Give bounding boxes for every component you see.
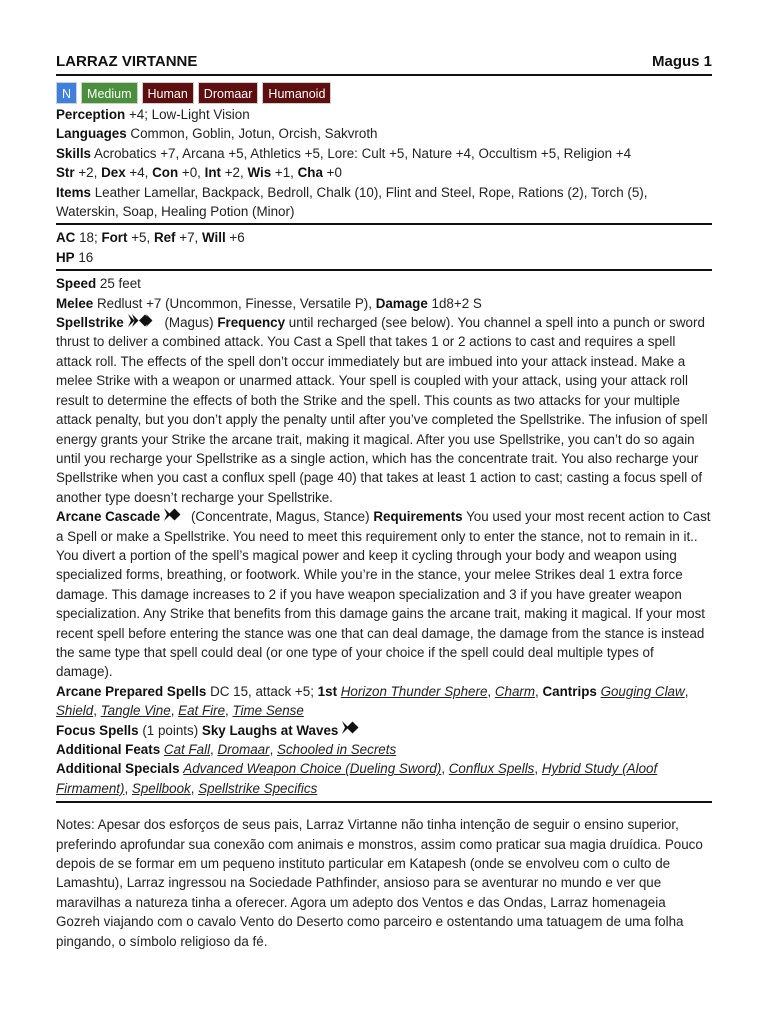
one-action-icon: [164, 507, 181, 526]
languages-label: Languages: [56, 126, 127, 142]
special-link[interactable]: Conflux Spells: [448, 761, 535, 777]
dex-label: Dex: [101, 165, 126, 181]
arcane-cascade-ability: [56, 507, 712, 682]
spells-stats: DC 15, attack +5;: [210, 683, 314, 699]
one-action-icon: [342, 720, 359, 739]
special-link[interactable]: Spellstrike Specifics: [198, 780, 318, 796]
speed-value: 25 feet: [99, 276, 141, 292]
ac-value: 18;: [79, 230, 98, 246]
feat-link[interactable]: Cat Fall: [163, 742, 211, 757]
str-label: Str: [56, 165, 75, 181]
specials-label: Additional Specials: [56, 761, 180, 777]
ref-value: +7,: [179, 230, 199, 246]
ac-label: AC: [56, 230, 76, 246]
two-action-icon: [128, 313, 155, 332]
items-line: [56, 183, 712, 222]
feat-link[interactable]: Schooled in Secrets: [277, 742, 397, 757]
focus-spells-line: [56, 721, 712, 740]
stat-block-header: [56, 52, 712, 76]
cha-label: Cha: [297, 165, 323, 181]
melee-value: Redlust +7 (Uncommon, Finesse, Versatile P),: [96, 295, 372, 311]
perception-line: [56, 105, 712, 124]
skills-label: Skills: [56, 145, 91, 161]
focus-spells-label: Focus Spells: [56, 722, 139, 738]
special-link[interactable]: Advanced Weapon Choice (Dueling Sword): [183, 761, 442, 777]
languages-value: Common, Goblin, Jotun, Orcish, Sakvroth: [130, 126, 378, 142]
arcane-cascade-name: Arcane Cascade: [56, 509, 161, 525]
con-label: Con: [152, 165, 179, 181]
int-label: Int: [204, 165, 221, 181]
stat-block: [56, 52, 712, 951]
notes-text: Notes: Apesar dos esforços de seus pais, Larraz Virtanne não tinha intenção de seguir o ensino superior, preferindo aprofundar sua conexão com animais e monstros, assim como praticar sua magia druídica. Pouco depois de se formar em um pequeno instituto particular em Katapesh (onde se envolveu com o culto de Lamashtu), Larraz ingressou na Sociedade Pathfinder, ansioso para se aventurar no mundo e ver que maravilhas a natureza tinha a oferecer. Agora um adepto dos Ventos e das Ondas, Larraz homenageia Gozreh viajando com o cavalo Vento do Deserto como parceiro e ostentando uma tatuagem de uma folha pingando, o símbolo religioso da fé.: [56, 817, 703, 949]
str-value: +2,: [78, 165, 98, 181]
will-label: Will: [201, 230, 226, 246]
fort-value: +5,: [131, 230, 151, 246]
melee-label: Melee: [56, 295, 94, 311]
spells-label: Arcane Prepared Spells: [56, 683, 207, 699]
hp-label: HP: [56, 249, 75, 265]
special-link[interactable]: Spellbook: [131, 780, 191, 796]
ability-scores-line: [56, 163, 712, 182]
trait-ancestry: Human: [142, 82, 194, 104]
trait-alignment: N: [56, 82, 77, 104]
ref-label: Ref: [153, 230, 176, 246]
perception-label: Perception: [56, 107, 126, 122]
cantrip-link[interactable]: Shield: [56, 703, 94, 719]
defense-line: [56, 228, 712, 247]
spell-link[interactable]: Horizon Thunder Sphere: [340, 683, 488, 699]
cha-value: +0: [326, 165, 342, 181]
wis-label: Wis: [247, 165, 272, 181]
focus-points: (1 points): [142, 722, 199, 738]
feat-link[interactable]: Dromaar: [217, 742, 270, 757]
items-label: Items: [56, 184, 91, 200]
special-link[interactable]: Hybrid Study (Aloof Firmament): [56, 761, 658, 796]
character-level: Magus 1: [651, 53, 712, 70]
cantrip-link[interactable]: Eat Fire: [178, 703, 226, 719]
con-value: +0,: [181, 165, 201, 181]
spellstrike-name: Spellstrike: [56, 315, 124, 331]
int-value: +2,: [224, 165, 244, 181]
languages-line: [56, 124, 712, 143]
fort-label: Fort: [101, 230, 128, 246]
arcane-cascade-traits: (Concentrate, Magus, Stance): [190, 509, 370, 525]
spellstrike-traits: (Magus): [164, 315, 214, 331]
damage-label: Damage: [375, 295, 428, 311]
spells-line: Arcane Prepared Spells DC 15, attack +5; 1st Horizon Thunder Sphere, Charm, Cantrips Gouging Claw, Shield, Tangle Vine, Eat Fire, Time Sense: [56, 683, 689, 719]
cantrip-link[interactable]: Tangle Vine: [100, 703, 171, 719]
wis-value: +1,: [274, 165, 294, 181]
hp-value: 16: [78, 249, 94, 265]
requirements-label: Requirements: [373, 509, 463, 525]
dex-value: +4,: [129, 165, 149, 181]
perception-value: +4; Low-Light Vision: [128, 107, 250, 122]
trait-type: Humanoid: [262, 82, 331, 104]
first-rank-label: 1st: [317, 683, 338, 699]
focus-spell-name: Sky Laughs at Waves: [201, 722, 339, 738]
trait-size: Medium: [81, 82, 137, 104]
section-divider: [56, 269, 712, 271]
spell-link[interactable]: Charm: [494, 683, 536, 699]
spellstrike-text: until recharged (see below). You channel a spell into a punch or sword thrust to deliver a combined attack. You Cast a Spell that takes 1 or 2 actions to cast and requires a spell attack roll. The effects of the spell don’t occur immediately but are imbued into your attack instead. Make a melee Strike with a weapon or unarmed attack. Your spell is coupled with your attack, using your attack roll result to determine the effects of both the Strike and the spell. This counts as two attacks for your multiple attack penalty, but you don’t apply the penalty until after you’ve completed the Spellstrike. The infusion of spell energy grants your Strike the arcane trait, making it magical. After you use Spellstrike, you can’t do so again until you recharge your Spellstrike as a single action, which has the concentrate trait. You also recharge your Spellstrike when you cast a conflux spell (page 40) that takes at least 1 action to cast; casting a focus spell of another type doesn’t recharge your Spellstrike.: [56, 315, 708, 505]
section-divider: [56, 223, 712, 225]
skills-value: Acrobatics +7, Arcana +5, Athletics +5, Lore: Cult +5, Nature +4, Occultism +5, Religion +4: [93, 145, 632, 161]
cantrips-label: Cantrips: [542, 683, 597, 699]
specials-line: Additional Specials Advanced Weapon Choice (Dueling Sword), Conflux Spells, Hybrid Study (Aloof Firmament), Spellbook, Spellstrike Specifics: [56, 761, 658, 796]
hp-line: [56, 248, 712, 267]
frequency-label: Frequency: [217, 315, 286, 331]
feats-label: Additional Feats: [56, 742, 161, 757]
feats-line: Additional Feats Cat Fall, Dromaar, Schooled in Secrets: [56, 742, 397, 757]
cantrip-link[interactable]: Gouging Claw: [600, 683, 685, 699]
will-value: +6: [229, 230, 245, 246]
cantrip-link[interactable]: Time Sense: [232, 703, 304, 719]
trait-list: [56, 82, 712, 104]
damage-value: 1d8+2 S: [431, 295, 482, 311]
melee-line: [56, 294, 712, 313]
items-value: Leather Lamellar, Backpack, Bedroll, Chalk (10), Flint and Steel, Rope, Rations (2), Torch (5), Waterskin, Soap, Healing Potion (Minor): [56, 184, 648, 220]
section-divider: [56, 801, 712, 803]
arcane-cascade-text: You used your most recent action to Cast a Spell or make a Spellstrike. You need to meet this requirement only to enter the stance, not to remain in it.. You divert a portion of the spell’s magical power and keep it cycling through your body and weapon using specialized forms, breathing, or footwork. While you’re in the stance, your melee Strikes deal 1 extra force damage. This damage increases to 2 if you have weapon specialization and 3 if you have greater weapon specialization. Any Strike that benefits from this damage gains the arcane trait, making it magical. If your most recent spell before entering the stance was one that can deal damage, the damage from the stance is instead the same type that spell could deal (or one type of your choice if the spell could deal multiple types of damage).: [56, 509, 711, 680]
spellstrike-ability: [56, 313, 712, 507]
speed-label: Speed: [56, 276, 97, 292]
trait-heritage: Dromaar: [198, 82, 259, 104]
speed-line: [56, 274, 712, 293]
skills-line: [56, 144, 712, 163]
character-name: LARRAZ VIRTANNE: [56, 53, 198, 70]
